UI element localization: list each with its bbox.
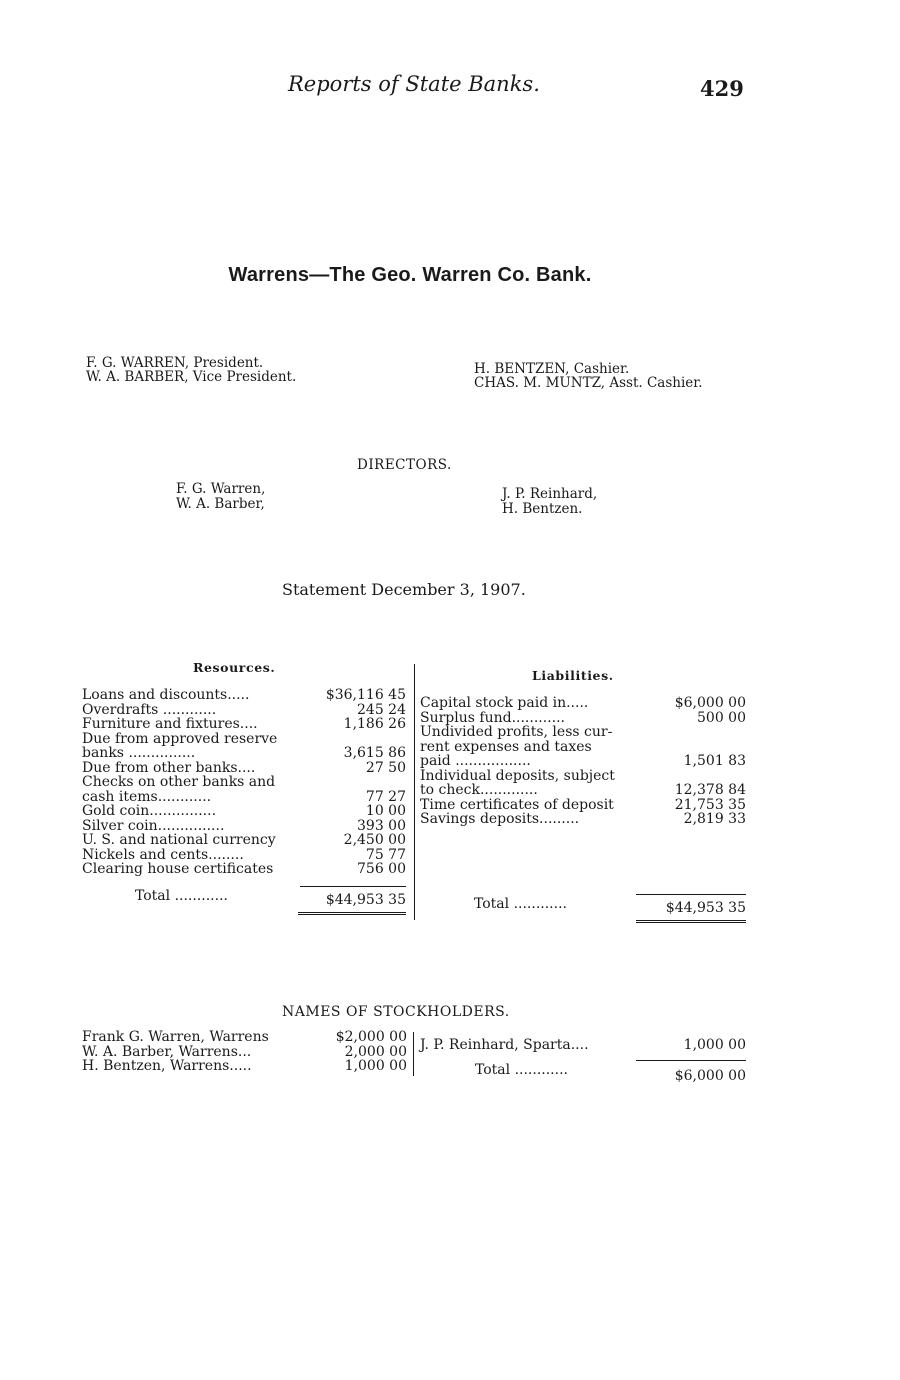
table-row: [420, 812, 746, 827]
stockholder-name: J. P. Reinhard, Sparta....: [420, 1037, 589, 1053]
row-label: Gold coin...............: [82, 803, 217, 819]
officer-president: F. G. WARREN, President.: [86, 355, 264, 371]
row-label: banks ...............: [82, 745, 196, 761]
officer-vice-president: W. A. BARBER, Vice President.: [86, 369, 297, 385]
statement-title: Statement December 3, 1907.: [282, 580, 526, 599]
director-name: W. A. Barber,: [176, 496, 265, 512]
stockholders-left: [82, 1030, 407, 1074]
row-amount: 27 50: [365, 759, 406, 776]
row-label: cash items............: [82, 788, 212, 805]
table-row: [82, 703, 406, 718]
row-label: Time certificates of deposit: [420, 796, 614, 813]
liabilities-total-label: Total ............: [474, 896, 567, 912]
stockholder-row: [420, 1038, 746, 1053]
row-amount: 10 00: [365, 803, 406, 819]
row-amount: 2,819 33: [683, 811, 746, 827]
table-row: [420, 754, 746, 769]
directors-heading: DIRECTORS.: [357, 457, 452, 473]
column-divider: [414, 664, 415, 920]
row-label: Clearing house certificates: [82, 861, 274, 877]
officer-asst-cashier: CHAS. M. MUNTZ, Asst. Cashier.: [474, 375, 703, 391]
row-amount: 2,450 00: [343, 832, 406, 848]
table-row: [82, 819, 406, 834]
directors-right: [502, 487, 597, 517]
table-row: [82, 833, 406, 848]
liabilities-double-rule: [636, 920, 746, 923]
row-amount: 1,501 83: [683, 753, 746, 769]
table-row: [420, 769, 746, 784]
table-row: [82, 804, 406, 819]
table-row: [82, 775, 406, 790]
bank-title: Warrens—The Geo. Warren Co. Bank.: [228, 264, 592, 286]
row-label: Loans and discounts.....: [82, 687, 250, 703]
table-row: [420, 798, 746, 813]
table-row: [82, 717, 406, 732]
row-amount: $36,116 45: [325, 687, 406, 703]
stockholders-right: [420, 1038, 746, 1053]
stockholder-amount: 1,000 00: [683, 1037, 746, 1053]
table-row: [420, 725, 746, 740]
row-amount: 393 00: [357, 817, 406, 834]
liabilities-table: [420, 696, 746, 827]
row-amount: 500 00: [697, 709, 746, 726]
row-label: rent expenses and taxes: [420, 738, 592, 755]
row-amount: 1,186 26: [343, 716, 406, 732]
running-title: Reports of State Banks.: [288, 72, 540, 96]
stockholder-name: W. A. Barber, Warrens...: [82, 1043, 252, 1060]
row-label: Undivided profits, less cur-: [420, 724, 613, 740]
stockholders-total-amount: $6,000 00: [674, 1068, 746, 1084]
row-amount: 3,615 86: [343, 745, 406, 761]
table-row: [82, 848, 406, 863]
row-label: Overdrafts ............: [82, 701, 217, 718]
table-row: [82, 790, 406, 805]
row-label: Savings deposits.........: [420, 811, 580, 827]
row-amount: 21,753 35: [674, 796, 746, 813]
officers-right: [474, 362, 703, 390]
table-row: [82, 732, 406, 747]
table-row: [82, 746, 406, 761]
resources-total-amount: $44,953 35: [325, 892, 406, 908]
row-amount: $6,000 00: [674, 695, 746, 711]
row-amount: 75 77: [365, 846, 406, 863]
officer-cashier: H. BENTZEN, Cashier.: [474, 361, 630, 377]
table-row: [82, 761, 406, 776]
directors-left: [176, 482, 265, 512]
row-label: U. S. and national currency: [82, 832, 276, 848]
resources-total-label: Total ............: [135, 888, 228, 904]
table-row: [82, 688, 406, 703]
row-label: paid .................: [420, 753, 531, 769]
stockholder-name: H. Bentzen, Warrens.....: [82, 1058, 252, 1074]
page-number: 429: [700, 76, 744, 101]
liabilities-total-amount: $44,953 35: [665, 900, 746, 916]
row-amount: 77 27: [365, 788, 406, 805]
stockholder-amount: $2,000 00: [335, 1029, 407, 1045]
stockholders-total-rule: [636, 1060, 746, 1061]
stockholders-heading: NAMES OF STOCKHOLDERS.: [282, 1004, 510, 1020]
liabilities-heading: Liabilities.: [532, 668, 614, 683]
table-row: [420, 711, 746, 726]
row-amount: 245 24: [357, 701, 406, 718]
row-amount: 756 00: [357, 861, 406, 877]
row-label: Capital stock paid in.....: [420, 695, 589, 711]
row-label: Due from approved reserve: [82, 730, 278, 747]
stockholder-row: [82, 1059, 407, 1074]
stockholder-row: [82, 1030, 407, 1045]
row-label: Surplus fund............: [420, 709, 565, 726]
table-row: [420, 696, 746, 711]
table-row: [420, 740, 746, 755]
row-label: Nickels and cents........: [82, 846, 244, 863]
officers-left: [86, 356, 296, 384]
resources-table: [82, 688, 406, 877]
stockholders-divider: [413, 1032, 414, 1076]
table-row: [82, 862, 406, 877]
stockholder-amount: 2,000 00: [344, 1043, 407, 1060]
row-label: to check.............: [420, 782, 538, 798]
stockholder-amount: 1,000 00: [344, 1058, 407, 1074]
row-amount: 12,378 84: [674, 782, 746, 798]
liabilities-total-rule: [636, 894, 746, 895]
stockholders-total-label: Total ............: [475, 1062, 568, 1078]
row-label: Checks on other banks and: [82, 774, 276, 790]
row-label: Silver coin...............: [82, 817, 225, 834]
stockholder-row: [82, 1045, 407, 1060]
resources-total-rule: [300, 886, 406, 887]
row-label: Furniture and fixtures....: [82, 716, 258, 732]
director-name: F. G. Warren,: [176, 481, 266, 497]
row-label: Due from other banks....: [82, 759, 256, 776]
stockholder-name: Frank G. Warren, Warrens: [82, 1029, 269, 1045]
row-label: Individual deposits, subject: [420, 767, 615, 784]
resources-heading: Resources.: [193, 660, 276, 675]
director-name: J. P. Reinhard,: [502, 486, 598, 502]
resources-double-rule: [298, 912, 406, 915]
table-row: [420, 783, 746, 798]
director-name: H. Bentzen.: [502, 501, 583, 517]
